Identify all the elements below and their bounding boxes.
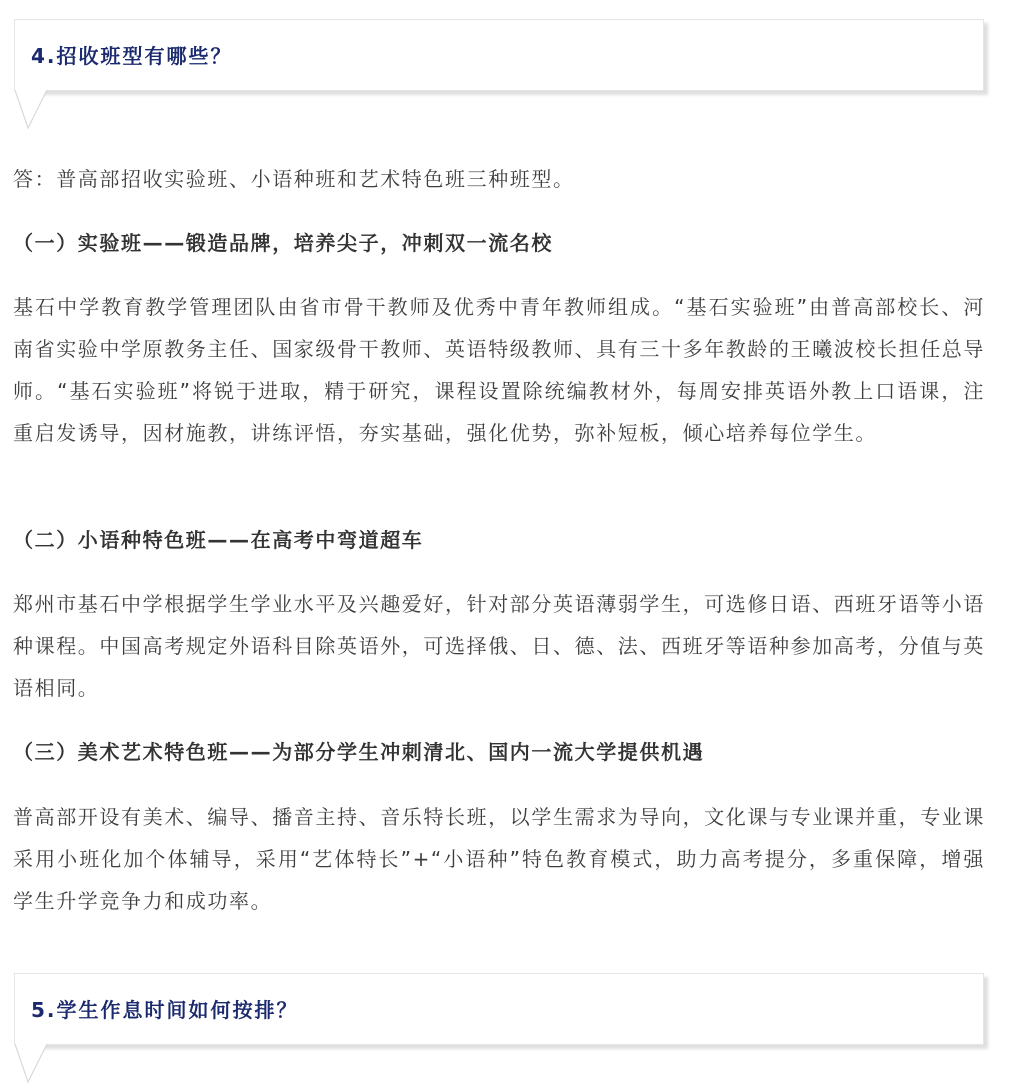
section-1-body: 基石中学教育教学管理团队由省市骨干教师及优秀中青年教师组成。“基石实验班”由普高部校长、河南省实验中学原教务主任、国家级骨干教师、英语特级教师、具有三十多年教龄的王曦波校长担任总导师。“基石实验班”将锐于进取，精于研究，课程设置除统编教材外，每周安排英语外教上口语课，注重启发诱导，因材施教，讲练评悟，夯实基础，强化优势，弥补短板，倾心培养每位学生。 bbox=[13, 295, 985, 445]
section-3-heading: （三）美术艺术特色班——为部分学生冲刺清北、国内一流大学提供机遇 bbox=[13, 740, 705, 764]
question-4-title: 4.招收班型有哪些？ bbox=[31, 44, 233, 68]
section-2-body: 郑州市基石中学根据学生学业水平及兴趣爱好，针对部分英语薄弱学生，可选修日语、西班牙语等小语种课程。中国高考规定外语科目除英语外，可选择俄、日、德、法、西班牙等语种参加高考，分值与英语相同。 bbox=[13, 592, 985, 700]
speech-tail-icon bbox=[14, 90, 48, 130]
question-5-box bbox=[14, 973, 984, 1045]
section-1-heading: （一）实验班——锻造品牌，培养尖子，冲刺双一流名校 bbox=[13, 231, 553, 255]
question-5-title: 5.学生作息时间如何按排？ bbox=[31, 998, 299, 1022]
section-2-heading: （二）小语种特色班——在高考中弯道超车 bbox=[13, 528, 424, 552]
section-3-body: 普高部开设有美术、编导、播音主持、音乐特长班，以学生需求为导向，文化课与专业课并重，专业课采用小班化加个体辅导，采用“艺体特长”+“小语种”特色教育模式，助力高考提分，多重保障，增强学生升学竞争力和成功率。 bbox=[13, 805, 985, 913]
answer-text: 答：普高部招收实验班、小语种班和艺术特色班三种班型。 bbox=[13, 167, 575, 191]
speech-tail-icon bbox=[14, 1044, 48, 1084]
question-4-box bbox=[14, 19, 984, 91]
